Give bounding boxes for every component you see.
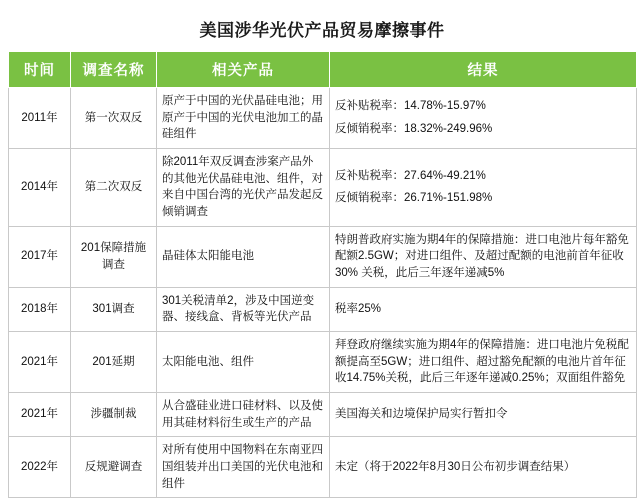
page-title: 美国涉华光伏产品贸易摩擦事件 bbox=[199, 21, 445, 40]
cell-result bbox=[330, 332, 637, 393]
table-row bbox=[9, 226, 637, 287]
cell-time: 2018年 bbox=[9, 287, 71, 331]
cell-investigation-name: 第二次双反 bbox=[71, 149, 157, 227]
cell-related-products: 301关税清单2，涉及中国逆变器、接线盒、背板等光伏产品 bbox=[157, 287, 330, 331]
trade-friction-table bbox=[8, 51, 637, 498]
cell-time: 2014年 bbox=[9, 149, 71, 227]
cell-related-products: 晶硅体太阳能电池 bbox=[157, 226, 330, 287]
cell-time: 2017年 bbox=[9, 226, 71, 287]
table-row bbox=[9, 149, 637, 227]
result-line: 反倾销税率：26.71%-151.98% bbox=[335, 192, 493, 205]
table-row bbox=[9, 393, 637, 437]
cell-time: 2022年 bbox=[9, 437, 71, 498]
cell-investigation-name: 301调查 bbox=[71, 287, 157, 331]
result-line: 美国海关和边境保护局实行暂扣令 bbox=[335, 408, 508, 421]
column-header-investigation-name: 调查名称 bbox=[71, 52, 157, 88]
cell-related-products: 原产于中国的光伏晶硅电池；用原产于中国的光伏电池加工的晶硅组件 bbox=[157, 88, 330, 149]
cell-result bbox=[330, 393, 637, 437]
result-line: 反补贴税率：14.78%-15.97% bbox=[335, 100, 486, 113]
cell-related-products: 从合盛硅业进口硅材料、以及使用其硅材料衍生或生产的产品 bbox=[157, 393, 330, 437]
table-body bbox=[9, 88, 637, 498]
table-row bbox=[9, 437, 637, 498]
table-row bbox=[9, 88, 637, 149]
cell-related-products: 对所有使用中国物料在东南亚四国组装并出口美国的光伏电池和组件 bbox=[157, 437, 330, 498]
result-line: 未定（将于2022年8月30日公布初步调查结果） bbox=[335, 461, 576, 474]
result-line: 税率25% bbox=[335, 303, 382, 316]
result-line: 特朗普政府实施为期4年的保障措施：进口电池片每年豁免配额2.5GW；对进口组件、及超过配额的电池前首年征收30% 关税，此后三年逐年递减5% bbox=[335, 233, 629, 280]
cell-result bbox=[330, 287, 637, 331]
cell-result bbox=[330, 226, 637, 287]
result-line: 反补贴税率：27.64%-49.21% bbox=[335, 169, 486, 182]
cell-result bbox=[330, 149, 637, 227]
cell-investigation-name: 201延期 bbox=[71, 332, 157, 393]
cell-related-products: 太阳能电池、组件 bbox=[157, 332, 330, 393]
cell-investigation-name: 涉疆制裁 bbox=[71, 393, 157, 437]
table-row bbox=[9, 332, 637, 393]
column-header-result: 结果 bbox=[330, 52, 637, 88]
cell-related-products: 除2011年双反调查涉案产品外的其他光伏晶硅电池、组件，对来自中国台湾的光伏产品发起反倾销调查 bbox=[157, 149, 330, 227]
table-header-row bbox=[9, 52, 637, 88]
cell-investigation-name: 201保障措施调查 bbox=[71, 226, 157, 287]
column-header-related-products: 相关产品 bbox=[157, 52, 330, 88]
result-line: 反倾销税率：18.32%-249.96% bbox=[335, 123, 493, 135]
column-header-time: 时间 bbox=[9, 52, 71, 88]
cell-time: 2011年 bbox=[9, 88, 71, 149]
cell-investigation-name: 第一次双反 bbox=[71, 88, 157, 149]
cell-result bbox=[330, 437, 637, 498]
cell-result bbox=[330, 88, 637, 149]
cell-investigation-name: 反规避调查 bbox=[71, 437, 157, 498]
result-line: 拜登政府继续实施为期4年的保障措施：进口电池片免税配额提高至5GW；进口组件、超过豁免配额的电池片首年征收14.75%关税，此后三年逐年递减0.25%；双面组件豁免 bbox=[335, 339, 629, 385]
table-header bbox=[9, 52, 637, 88]
table-row bbox=[9, 287, 637, 331]
cell-time: 2021年 bbox=[9, 332, 71, 393]
cell-time: 2021年 bbox=[9, 393, 71, 437]
